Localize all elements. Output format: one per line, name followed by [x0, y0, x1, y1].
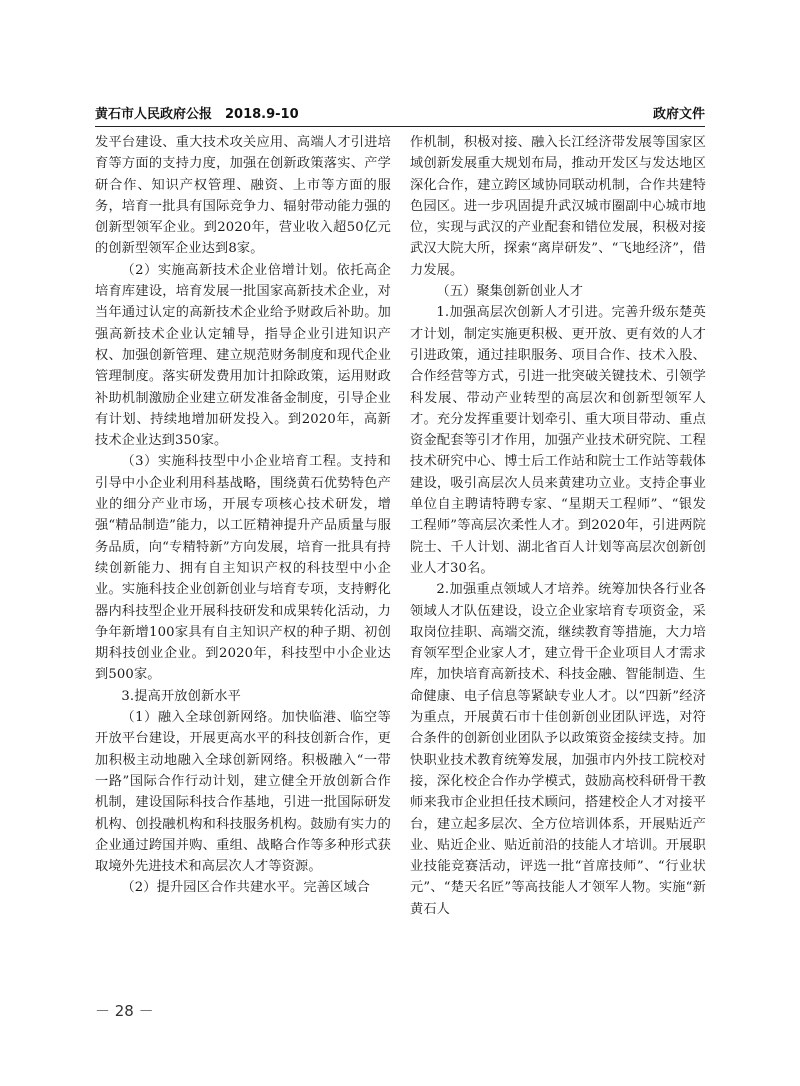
section-heading: （五）聚集创新创业人才: [436, 284, 584, 300]
publication-title: 黄石市人民政府公报 2018.9-10: [95, 107, 299, 122]
section-label: 政府文件: [652, 107, 705, 122]
subheading: 3.提高开放创新水平: [121, 688, 241, 704]
left-column: [95, 132, 391, 899]
paragraph: 作机制，积极对接、融入长江经济带发展等国家区域创新发展重大规划布局，推动开发区与发达地区深化合作，建立跨区域协同联动机制，合作共建特色园区。进一步巩固提升武汉城市圈副中心城市地位，实现与武汉的产业配套和错位发展，积极对接武汉大院大所，探索“离岸研发”、“飞地经济”，借力发展。: [410, 135, 706, 278]
page-number: － 28 －: [95, 1002, 154, 1020]
paragraph: （2）实施高新技术企业倍增计划。依托高企培育库建设，培育发展一批国家高新技术企业，对当年通过认定的高新技术企业给予财政后补助。加强高新技术企业认定辅导，指导企业引进知识产权、加强创新管理、建立规范财务制度和现代企业管理制度。落实研发费用加计扣除政策，运用财政补助机制激励企业建立研发准备金制度，引导企业有计划、持续地增加研发投入。到2020年，高新技术企业达到350家。: [95, 262, 391, 449]
paragraph: （3）实施科技型中小企业培育工程。支持和引导中小企业利用科基战略，围绕黄石优势特色产业的细分产业市场，开展专项核心技术研发，增强“精品制造”能力，以工匠精神提升产品质量与服务品质，向“专精特新”方向发展，培育一批具有持续创新能力、拥有自主知识产权的科技型中小企业。实施科技企业创新创业与培育专项，支持孵化器内科技型企业开展科技研发和成果转化活动，力争年新增100家具有自主知识产权的种子期、初创期科技创业企业。到2020年，科技型中小企业达到500家。: [95, 454, 391, 683]
page-header: [95, 102, 705, 127]
paragraph: 2.加强重点领域人才培养。统筹加快各行业各领域人才队伍建设，设立企业家培育专项资金，采取岗位挂职、高端交流，继续教育等措施，大力培育领军型企业家人才，建立骨干企业项目人才需求库，加快培育高新技术、科技金融、智能制造、生命健康、电子信息等紧缺专业人才。以“四新”经济为重点，开展黄石市十佳创新创业团队评选，对符合条件的创新创业团队予以政策资金接续支持。加快职业技术教育统筹发展，加强市内外技工院校对接，深化校企合作办学模式，鼓励高校科研骨干教师来我市企业担任技术顾问，搭建校企人才对接平台，建立起多层次、全方位培训体系，开展贴近产业、贴近企业、贴近前沿的技能人才培训。开展职业技能竞赛活动，评选一批“首席技师”、“行业状元”、“楚天名匠”等高技能人才领军人物。实施“新黄石人: [410, 582, 706, 917]
paragraph: 1.加强高层次创新人才引进。完善升级东楚英才计划，制定实施更积极、更开放、更有效的人才引进政策，通过挂职服务、项目合作、技术入股、合作经营等方式，引进一批突破关键技术、引领学科发展、带动产业转型的高层次和创新型领军人才。充分发挥重要计划牵引、重大项目带动、重点资金配套等引才作用，加强产业技术研究院、工程技术研究中心、博士后工作站和院士工作站等载体建设，吸引高层次人员来黄建功立业。支持企事业单位自主聘请特聘专家、“星期天工程师”、“银发工程师”等高层次柔性人才。到2020年，引进两院院士、千人计划、湖北省百人计划等高层次创新创业人才30名。: [410, 305, 706, 576]
paragraph: （1）融入全球创新网络。加快临港、临空等开放平台建设，开展更高水平的科技创新合作，更加积极主动地融入全球创新网络。积极融入“一带一路”国际合作行动计划，建立健全开放创新合作机制，建设国际科技合作基地，引进一批国际研发机构、创投融机构和科技服务机构。鼓励有实力的企业通过跨国并购、重组、战略合作等多种形式获取境外先进技术和高层次人才等资源。: [95, 710, 391, 875]
right-column: [410, 132, 706, 920]
paragraph: （2）提升园区合作共建水平。完善区域合: [121, 880, 371, 896]
paragraph: 发平台建设、重大技术攻关应用、高端人才引进培育等方面的支持力度，加强在创新政策落实、产学研合作、知识产权管理、融资、上市等方面的服务，培育一批具有国际竞争力、辐射带动能力强的创新型领军企业。到2020年，营业收入超50亿元的创新型领军企业达到8家。: [95, 135, 391, 257]
